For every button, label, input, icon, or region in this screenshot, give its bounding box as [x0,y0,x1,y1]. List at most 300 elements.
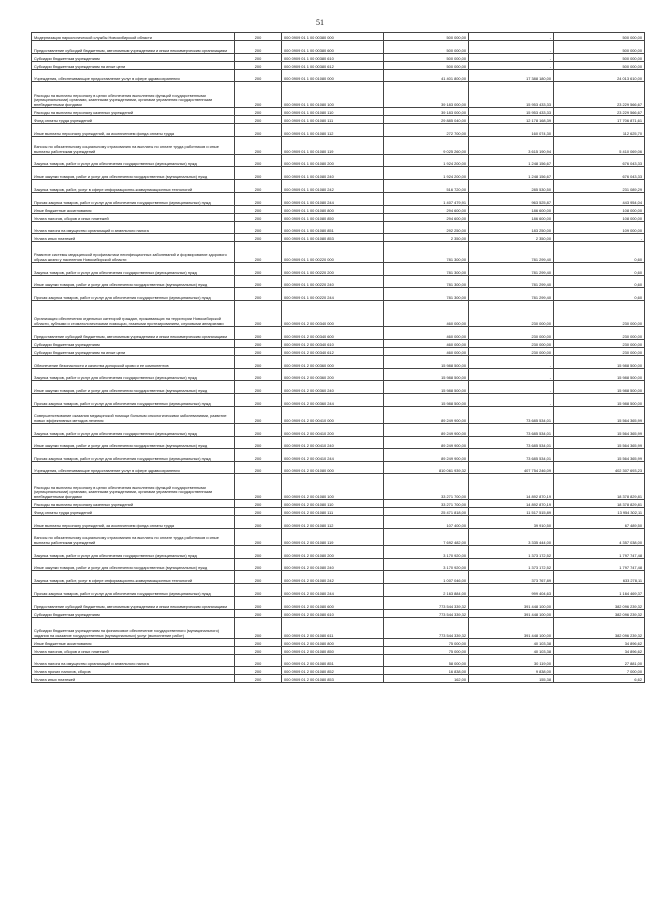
row-name-cell: Предоставление субсидий бюджетным, автономным учреждениям и иным некоммерческим организациям [32,597,235,610]
row-classification-code-cell: 000 0909 01 2 00 00410 240 [282,437,384,449]
row-classification-code-cell: 000 0909 01 1 00 01080 853 [282,234,384,242]
row-executed-amount-cell: 230 000,00 [469,327,554,340]
row-name-cell: Уплата налогов, сборов и иных платежей [32,214,235,222]
row-executed-amount-cell: 155,38 [469,675,554,683]
row-code-cell: 200 [235,41,282,54]
table-row [32,618,645,639]
row-name-cell: Субсидии бюджетным учреждениям [32,340,235,348]
row-classification-code-cell: 000 0909 01 1 00 00380 000 [282,33,384,41]
row-approved-amount-cell: 773 544 339,32 [384,618,469,639]
row-unexecuted-amount-cell: 676 043,33 [554,155,645,167]
row-executed-amount-cell: 781 299,40 [469,288,554,301]
table-row [32,33,645,41]
row-approved-amount-cell: 33 271 700,00 [384,474,469,500]
row-executed-amount-cell: 2 350,00 [469,234,554,242]
row-executed-amount-cell: 73 685 534,01 [469,407,554,424]
row-executed-amount-cell: 15 953 433,33 [469,82,554,108]
row-executed-amount-cell: - [469,356,554,369]
row-executed-amount-cell: - [469,54,554,62]
row-approved-amount-cell: 41 401 800,00 [384,70,469,82]
row-approved-amount-cell: 292 250,00 [384,222,469,234]
row-code-cell: 200 [235,437,282,449]
row-classification-code-cell: 000 0909 01 1 00 01080 100 [282,82,384,108]
budget-execution-table [31,32,645,683]
row-executed-amount-cell: 3 615 190,94 [469,137,554,155]
row-name-cell: Иные выплаты персоналу учреждений, за исключением фонда оплаты труда [32,516,235,529]
row-code-cell: 200 [235,137,282,155]
row-name-cell: Расходы на выплаты персоналу в целях обеспечения выполнения функций государственными (муниципальными) органами, казенными учреждениями, органами управления государственными внебюджетными фондами [32,82,235,108]
row-classification-code-cell: 000 0909 01 1 00 00220 000 [282,242,384,263]
table-row [32,407,645,424]
row-name-cell: Закупка товаров, работ и услуг для обеспечения государственных (муниципальных) нужд [32,155,235,167]
row-unexecuted-amount-cell: 15 988 500,00 [554,356,645,369]
row-code-cell: 200 [235,500,282,508]
row-approved-amount-cell: 516 720,00 [384,180,469,193]
row-code-cell: 200 [235,462,282,474]
row-code-cell: 200 [235,62,282,70]
table-row [32,655,645,667]
row-unexecuted-amount-cell: 15 564 365,99 [554,407,645,424]
row-unexecuted-amount-cell: 18 378 829,81 [554,500,645,508]
row-code-cell: 200 [235,116,282,124]
row-code-cell: 200 [235,193,282,206]
row-approved-amount-cell: 75 000,00 [384,647,469,655]
row-executed-amount-cell: 230 000,00 [469,348,554,356]
row-classification-code-cell: 000 0909 01 2 00 01080 244 [282,584,384,597]
row-approved-amount-cell: 39 183 000,00 [384,82,469,108]
table-row [32,462,645,474]
row-unexecuted-amount-cell: 23 229 566,67 [554,108,645,116]
row-name-cell: Закупка товаров, работ и услуг для обеспечения государственных (муниципальных) нужд [32,546,235,559]
row-name-cell: Расходы на выплаты персоналу казенных учреждений [32,500,235,508]
row-executed-amount-cell: 12 178 168,39 [469,116,554,124]
row-unexecuted-amount-cell: 15 564 365,99 [554,449,645,462]
table-row [32,70,645,82]
row-name-cell: Иные выплаты персоналу учреждений, за исключением фонда оплаты труда [32,124,235,137]
row-executed-amount-cell: 391 448 100,00 [469,618,554,639]
row-code-cell: 200 [235,155,282,167]
row-executed-amount-cell: - [469,369,554,381]
row-executed-amount-cell: 186 600,00 [469,206,554,214]
row-name-cell: Субсидии бюджетным учреждениям [32,610,235,618]
row-code-cell: 200 [235,340,282,348]
row-code-cell: 200 [235,70,282,82]
table-row [32,116,645,124]
row-name-cell: Иные закупки товаров, работ и услуг для обеспечения государственных (муниципальных) нужд [32,276,235,288]
row-name-cell: Взносы по обязательному социальному страхованию на выплаты по оплате труда работников и иные выплаты работникам учреждений [32,137,235,155]
row-code-cell: 200 [235,449,282,462]
row-name-cell: Субсидии бюджетным учреждениям [32,54,235,62]
row-executed-amount-cell: - [469,62,554,70]
row-unexecuted-amount-cell: 15 564 365,99 [554,424,645,437]
row-executed-amount-cell: 781 299,40 [469,263,554,276]
row-approved-amount-cell: 7 692 482,00 [384,529,469,546]
table-row [32,348,645,356]
row-approved-amount-cell: 16 838,00 [384,667,469,675]
row-unexecuted-amount-cell: 17 706 871,61 [554,116,645,124]
row-classification-code-cell: 000 0909 01 2 00 00410 200 [282,424,384,437]
row-code-cell: 200 [235,167,282,180]
row-code-cell: 200 [235,214,282,222]
table-row [32,610,645,618]
row-code-cell: 200 [235,546,282,559]
table-row [32,667,645,675]
row-classification-code-cell: 000 0909 01 2 00 01080 850 [282,647,384,655]
row-executed-amount-cell: 781 299,40 [469,276,554,288]
row-classification-code-cell: 000 0909 01 2 00 00340 600 [282,327,384,340]
row-name-cell: Развитие системы медицинской профилактики неинфекционных заболеваний и формирование здорового образа жизни у населения Новосибирской области [32,242,235,263]
row-unexecuted-amount-cell: 0,60 [554,242,645,263]
row-code-cell: 200 [235,667,282,675]
row-code-cell: 200 [235,655,282,667]
row-executed-amount-cell: 14 892 870,19 [469,500,554,508]
row-classification-code-cell: 000 0909 01 2 00 01080 112 [282,516,384,529]
row-approved-amount-cell: 781 300,00 [384,276,469,288]
row-approved-amount-cell: 460 000,00 [384,301,469,327]
row-approved-amount-cell: 2 163 884,00 [384,584,469,597]
row-approved-amount-cell: 460 000,00 [384,348,469,356]
row-unexecuted-amount-cell: 1 797 747,48 [554,546,645,559]
row-unexecuted-amount-cell: 15 564 365,99 [554,437,645,449]
row-approved-amount-cell: 773 544 339,32 [384,597,469,610]
row-code-cell: 200 [235,474,282,500]
row-name-cell: Расходы на выплаты персоналу в целях обеспечения выполнения функций государственными (муниципальными) органами, казенными учреждениями, органами управления государственными внебюджетными фондами [32,474,235,500]
row-executed-amount-cell: 40 103,38 [469,647,554,655]
row-classification-code-cell: 000 0909 01 2 00 00360 200 [282,369,384,381]
row-approved-amount-cell: 294 600,00 [384,206,469,214]
row-unexecuted-amount-cell: 500 000,00 [554,54,645,62]
row-classification-code-cell: 000 0909 01 1 00 01080 110 [282,108,384,116]
row-classification-code-cell: 000 0909 01 2 00 01080 200 [282,546,384,559]
row-approved-amount-cell: 58 000,00 [384,655,469,667]
row-unexecuted-amount-cell: 382 096 239,32 [554,618,645,639]
row-unexecuted-amount-cell: 15 988 500,00 [554,381,645,394]
row-code-cell: 200 [235,529,282,546]
row-name-cell: Иные закупки товаров, работ и услуг для обеспечения государственных (муниципальных) нужд [32,559,235,571]
table-row [32,597,645,610]
row-code-cell: 200 [235,54,282,62]
table-row [32,449,645,462]
row-unexecuted-amount-cell: - [554,234,645,242]
row-code-cell: 200 [235,242,282,263]
row-classification-code-cell: 000 0909 01 2 00 00360 000 [282,356,384,369]
table-row [32,647,645,655]
row-name-cell: Фонд оплаты труда учреждений [32,116,235,124]
row-approved-amount-cell: 162,00 [384,675,469,683]
table-row [32,369,645,381]
row-code-cell: 200 [235,381,282,394]
row-executed-amount-cell: 373 767,89 [469,571,554,584]
row-approved-amount-cell: 1 007 046,00 [384,571,469,584]
row-classification-code-cell: 000 0909 01 1 00 00220 240 [282,276,384,288]
row-name-cell: Совершенствование оказания медицинской помощи больным онкологическими заболеваниями, развитие новых эффективных методов лечения [32,407,235,424]
table-row [32,474,645,500]
row-classification-code-cell: 000 0909 01 2 00 00410 000 [282,407,384,424]
row-name-cell: Организация обеспечения отдельных категорий граждан, проживающих на территории Новосибирской области, зубными и стоматологическими помощью, глазными протезированием, слуховыми аппаратами [32,301,235,327]
row-executed-amount-cell: - [469,381,554,394]
row-executed-amount-cell: 1 248 156,67 [469,155,554,167]
row-approved-amount-cell: 773 544 339,32 [384,610,469,618]
row-approved-amount-cell: 33 271 700,00 [384,500,469,508]
row-classification-code-cell: 000 0909 01 1 00 00380 612 [282,62,384,70]
row-approved-amount-cell: 781 300,00 [384,263,469,276]
row-classification-code-cell: 000 0909 01 2 00 00360 244 [282,394,384,407]
table-row [32,242,645,263]
row-name-cell: Закупка товаров, работ и услуг для обеспечения государственных (муниципальных) нужд [32,263,235,276]
row-executed-amount-cell: 963 525,87 [469,193,554,206]
row-classification-code-cell: 000 0909 01 1 00 00220 200 [282,263,384,276]
row-approved-amount-cell: 25 471 818,00 [384,508,469,516]
table-row [32,356,645,369]
row-approved-amount-cell: 294 600,00 [384,214,469,222]
row-executed-amount-cell: 11 517 515,89 [469,508,554,516]
row-name-cell: Модернизация наркологической службы Новосибирской области [32,33,235,41]
row-approved-amount-cell: 460 000,00 [384,327,469,340]
row-unexecuted-amount-cell: 633 278,11 [554,571,645,584]
row-executed-amount-cell: 1 248 156,67 [469,167,554,180]
row-classification-code-cell: 000 0909 01 2 00 00410 244 [282,449,384,462]
row-code-cell: 200 [235,288,282,301]
row-classification-code-cell: 000 0909 01 2 00 01080 119 [282,529,384,546]
row-approved-amount-cell: 781 300,00 [384,242,469,263]
row-unexecuted-amount-cell: 1 164 469,37 [554,584,645,597]
row-unexecuted-amount-cell: 15 988 500,00 [554,394,645,407]
row-approved-amount-cell: 107 400,00 [384,516,469,529]
row-unexecuted-amount-cell: 108 000,00 [554,214,645,222]
row-name-cell: Прочая закупка товаров, работ и услуг для обеспечения государственных (муниципальных) нужд [32,193,235,206]
table-row [32,500,645,508]
row-approved-amount-cell: 2 350,00 [384,234,469,242]
row-executed-amount-cell: 14 892 870,19 [469,474,554,500]
row-approved-amount-cell: 500 000,00 [384,62,469,70]
row-unexecuted-amount-cell: 34 896,62 [554,647,645,655]
row-executed-amount-cell: 40 103,38 [469,639,554,647]
table-row [32,276,645,288]
row-name-cell: Иные закупки товаров, работ и услуг для обеспечения государственных (муниципальных) нужд [32,381,235,394]
table-row [32,288,645,301]
row-code-cell: 200 [235,424,282,437]
table-row [32,82,645,108]
row-classification-code-cell: 000 0909 01 1 00 00220 244 [282,288,384,301]
row-name-cell: Прочая закупка товаров, работ и услуг для обеспечения государственных (муниципальных) нужд [32,394,235,407]
row-code-cell: 200 [235,639,282,647]
row-classification-code-cell: 000 0909 01 2 00 00340 610 [282,340,384,348]
row-classification-code-cell: 000 0909 01 2 00 00360 240 [282,381,384,394]
table-row [32,529,645,546]
row-executed-amount-cell: 73 685 534,01 [469,437,554,449]
row-classification-code-cell: 000 0909 01 1 00 01080 240 [282,167,384,180]
row-name-cell: Субсидии бюджетным учреждениям на иные цели [32,62,235,70]
row-name-cell: Прочая закупка товаров, работ и услуг для обеспечения государственных (муниципальных) нужд [32,449,235,462]
row-classification-code-cell: 000 0909 01 2 00 01080 242 [282,571,384,584]
row-executed-amount-cell: 391 448 100,00 [469,597,554,610]
row-classification-code-cell: 000 0909 01 1 00 01080 000 [282,70,384,82]
table-row [32,234,645,242]
table-row [32,62,645,70]
row-name-cell: Прочая закупка товаров, работ и услуг для обеспечения государственных (муниципальных) нужд [32,288,235,301]
row-unexecuted-amount-cell: 230 000,00 [554,327,645,340]
row-unexecuted-amount-cell: 0,60 [554,263,645,276]
row-name-cell: Закупка товаров, работ, услуг в сфере информационно-коммуникационных технологий [32,571,235,584]
table-row [32,327,645,340]
row-approved-amount-cell: 1 407 479,91 [384,193,469,206]
table-row [32,394,645,407]
row-approved-amount-cell: 3 170 920,00 [384,546,469,559]
table-row [32,424,645,437]
row-approved-amount-cell: 460 000,00 [384,340,469,348]
table-body [32,33,645,683]
row-unexecuted-amount-cell: 15 988 500,00 [554,369,645,381]
row-name-cell: Фонд оплаты труда учреждений [32,508,235,516]
row-name-cell: Закупка товаров, работ и услуг для обеспечения государственных (муниципальных) нужд [32,424,235,437]
row-executed-amount-cell: 30 119,00 [469,655,554,667]
table-row [32,214,645,222]
row-code-cell: 200 [235,407,282,424]
row-unexecuted-amount-cell: 382 096 239,32 [554,610,645,618]
row-classification-code-cell: 000 0909 01 2 00 01080 600 [282,597,384,610]
row-approved-amount-cell: 75 000,00 [384,639,469,647]
row-approved-amount-cell: 89 249 900,00 [384,407,469,424]
row-executed-amount-cell: - [469,394,554,407]
row-unexecuted-amount-cell: 13 954 302,11 [554,508,645,516]
table-row [32,639,645,647]
row-code-cell: 200 [235,180,282,193]
row-code-cell: 200 [235,559,282,571]
row-approved-amount-cell: 500 000,00 [384,41,469,54]
row-classification-code-cell: 000 0909 01 2 00 01080 851 [282,655,384,667]
row-approved-amount-cell: 810 061 939,32 [384,462,469,474]
row-executed-amount-cell: 285 530,50 [469,180,554,193]
row-unexecuted-amount-cell: 108 000,00 [554,206,645,214]
row-unexecuted-amount-cell: 27 881,00 [554,655,645,667]
row-unexecuted-amount-cell: 500 000,00 [554,33,645,41]
table-row [32,437,645,449]
table-row [32,108,645,116]
row-approved-amount-cell: 272 700,00 [384,124,469,137]
table-row [32,559,645,571]
row-classification-code-cell: 000 0909 01 1 00 01080 112 [282,124,384,137]
row-executed-amount-cell: 160 074,30 [469,124,554,137]
row-unexecuted-amount-cell: 500 000,00 [554,62,645,70]
row-unexecuted-amount-cell: 230 000,00 [554,348,645,356]
row-code-cell: 200 [235,618,282,639]
row-name-cell: Предоставление субсидий бюджетным, автономным учреждениям и иным некоммерческим организациям [32,327,235,340]
row-name-cell: Учреждения, обеспечивающие предоставление услуг в сфере здравоохранения [32,462,235,474]
row-approved-amount-cell: 39 183 000,00 [384,108,469,116]
table-row [32,381,645,394]
row-name-cell: Учреждения, обеспечивающие предоставление услуг в сфере здравоохранения [32,70,235,82]
row-unexecuted-amount-cell: 6,62 [554,675,645,683]
row-unexecuted-amount-cell: 231 089,29 [554,180,645,193]
row-name-cell: Уплата иных платежей [32,675,235,683]
page-number: 51 [316,18,324,27]
row-code-cell: 200 [235,327,282,340]
row-unexecuted-amount-cell: 18 378 829,81 [554,474,645,500]
row-code-cell: 200 [235,597,282,610]
row-name-cell: Уплата прочих налогов, сборов [32,667,235,675]
row-code-cell: 200 [235,356,282,369]
row-classification-code-cell: 000 0909 01 2 00 01080 000 [282,462,384,474]
row-unexecuted-amount-cell: 112 625,70 [554,124,645,137]
row-executed-amount-cell: - [469,41,554,54]
row-classification-code-cell: 000 0909 01 1 00 00380 610 [282,54,384,62]
table-row [32,180,645,193]
table-row [32,206,645,214]
row-approved-amount-cell: 15 988 500,00 [384,394,469,407]
row-classification-code-cell: 000 0909 01 2 00 01080 110 [282,500,384,508]
row-approved-amount-cell: 3 170 920,00 [384,559,469,571]
row-executed-amount-cell: 186 600,00 [469,214,554,222]
row-name-cell: Иные бюджетные ассигнования [32,206,235,214]
row-classification-code-cell: 000 0909 01 2 00 01080 852 [282,667,384,675]
row-unexecuted-amount-cell: 24 013 610,00 [554,70,645,82]
row-code-cell: 200 [235,276,282,288]
row-name-cell: Уплата иных платежей [32,234,235,242]
row-classification-code-cell: 000 0909 01 2 00 01080 610 [282,610,384,618]
row-classification-code-cell: 000 0909 01 1 00 01080 111 [282,116,384,124]
row-name-cell: Иные закупки товаров, работ и услуг для обеспечения государственных (муниципальных) нужд [32,437,235,449]
row-classification-code-cell: 000 0909 01 1 00 01080 800 [282,206,384,214]
row-name-cell: Расходы на выплаты персоналу казенных учреждений [32,108,235,116]
row-unexecuted-amount-cell: 67 489,50 [554,516,645,529]
row-classification-code-cell: 000 0909 01 2 00 00340 000 [282,301,384,327]
row-approved-amount-cell: 500 000,00 [384,54,469,62]
row-approved-amount-cell: 9 025 260,00 [384,137,469,155]
row-code-cell: 200 [235,571,282,584]
row-unexecuted-amount-cell: 0,60 [554,276,645,288]
row-name-cell: Уплата налогов, сборов и иных платежей [32,647,235,655]
row-name-cell: Обеспечение безопасности и качества донорской крови и ее компонентов [32,356,235,369]
row-approved-amount-cell: 500 000,00 [384,33,469,41]
row-code-cell: 200 [235,394,282,407]
row-unexecuted-amount-cell: 676 043,33 [554,167,645,180]
row-code-cell: 200 [235,124,282,137]
table-row [32,571,645,584]
row-code-cell: 200 [235,33,282,41]
row-code-cell: 200 [235,108,282,116]
row-name-cell: Прочая закупка товаров, работ и услуг для обеспечения государственных (муниципальных) нужд [32,584,235,597]
row-approved-amount-cell: 1 924 200,00 [384,155,469,167]
row-executed-amount-cell: 230 000,00 [469,340,554,348]
row-unexecuted-amount-cell: 4 357 038,00 [554,529,645,546]
row-code-cell: 200 [235,647,282,655]
row-name-cell: Иные бюджетные ассигнования [32,639,235,647]
row-unexecuted-amount-cell: 23 229 566,67 [554,82,645,108]
row-classification-code-cell: 000 0909 01 2 00 01080 800 [282,639,384,647]
row-name-cell: Иные закупки товаров, работ и услуг для обеспечения государственных (муниципальных) нужд [32,167,235,180]
row-approved-amount-cell: 89 249 900,00 [384,449,469,462]
row-unexecuted-amount-cell: 109 000,00 [554,222,645,234]
table-row [32,508,645,516]
row-approved-amount-cell: 15 988 500,00 [384,381,469,394]
table-row [32,193,645,206]
table-row [32,124,645,137]
row-unexecuted-amount-cell: 402 307 693,23 [554,462,645,474]
row-code-cell: 200 [235,610,282,618]
row-approved-amount-cell: 29 885 040,00 [384,116,469,124]
table-row [32,222,645,234]
row-classification-code-cell: 000 0909 01 1 00 00380 600 [282,41,384,54]
row-executed-amount-cell: 230 000,00 [469,301,554,327]
table-row [32,54,645,62]
row-executed-amount-cell: 3 335 444,00 [469,529,554,546]
table-row [32,675,645,683]
row-code-cell: 200 [235,263,282,276]
row-executed-amount-cell: 39 910,50 [469,516,554,529]
row-executed-amount-cell: 781 299,40 [469,242,554,263]
row-unexecuted-amount-cell: 5 410 069,06 [554,137,645,155]
row-classification-code-cell: 000 0909 01 2 00 01080 100 [282,474,384,500]
